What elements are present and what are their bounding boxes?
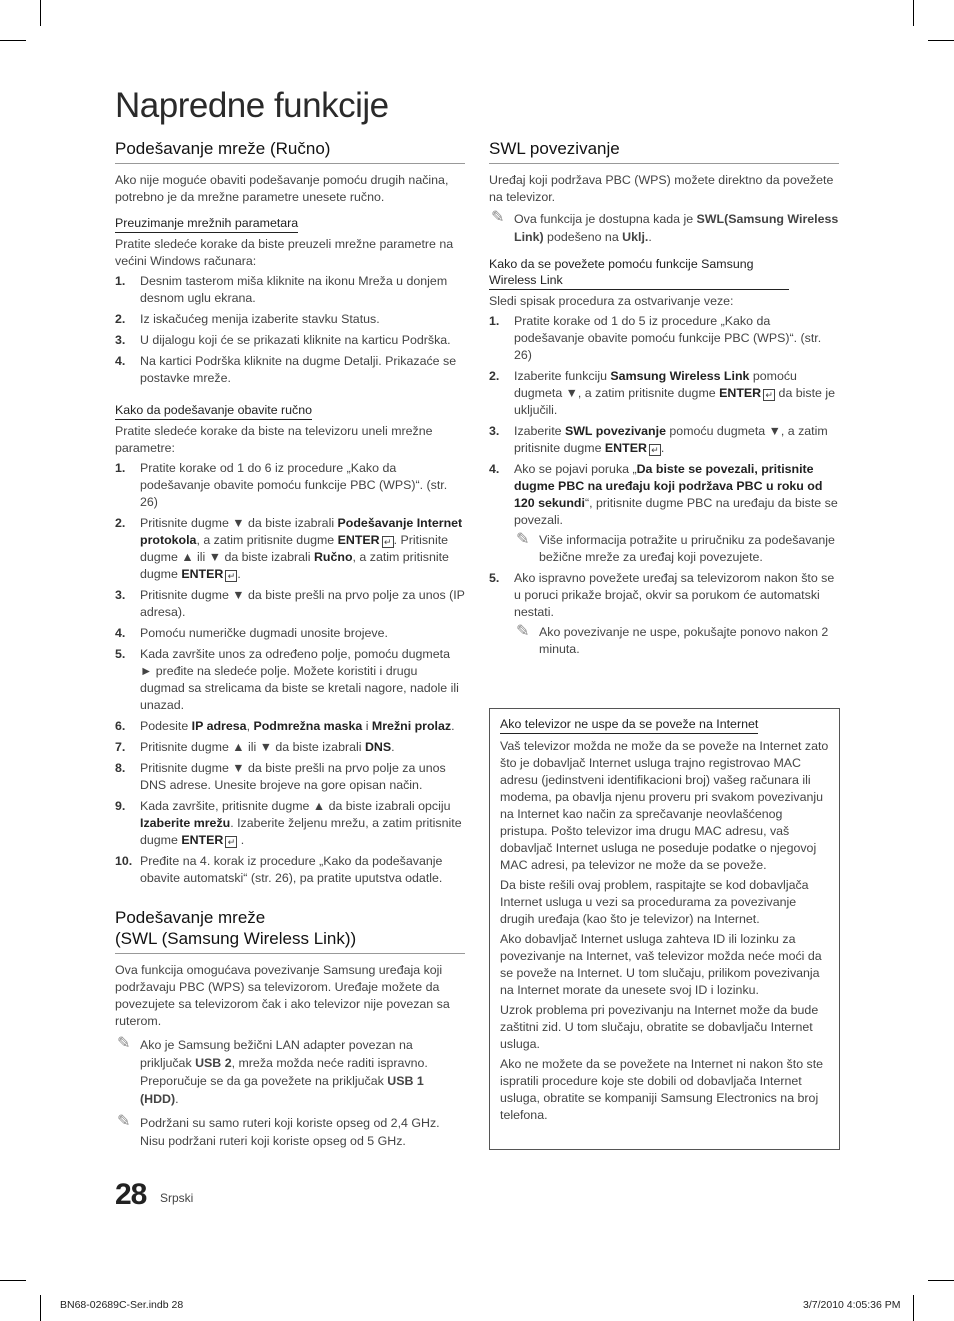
list-item: 6. Podesite IP adresa, Podmrežna maska i Mrežni prolaz. (115, 719, 455, 733)
list-item: 1. Pratite korake od 1 do 6 iz procedure „Kako da podešavanje obavite pomoću funkcije PBC (WPS)“. (str. 26) (115, 461, 448, 509)
howto-steps (115, 460, 465, 887)
box-paragraph: Ako ne možete da se povežete na Internet ni nakon što ste ispratili procedure koje ste dobili od dobavljača Internet usluga, obratite se kompaniji Samsung Electronics na broj telefona. (500, 1057, 824, 1122)
params-subtitle: Preuzimanje mrežnih parametara (115, 215, 298, 233)
crop-mark (0, 40, 26, 41)
enter-icon: ↵ (763, 389, 775, 401)
enter-icon: ↵ (225, 570, 237, 582)
swl-howto-subtitle: Kako da se povežete pomoću funkcije Samsung Wireless Link (489, 256, 789, 290)
enter-icon: ↵ (382, 536, 394, 548)
enter-icon: ↵ (225, 836, 237, 848)
page-language: Srpski (160, 1191, 194, 1205)
manual-section-title: Podešavanje mreže (Ručno) (115, 138, 465, 164)
note: ✎ Podržani su samo ruteri koji koriste opseg od 2,4 GHz. Nisu podržani ruteri koji koriste opseg od 5 GHz. (117, 1113, 440, 1148)
list-item: 5. Kada završite unos za određeno polje, pomoću dugmeta ► pređite na sledeće polje. Možete koristiti i drugu dugmad sa strelicama da biste se kretali nagore, nadole ili unazad. (115, 647, 459, 712)
crop-mark (913, 0, 914, 26)
list-item: 3. U dijalogu koji će se prikazati kliknite na karticu Podrška. (115, 333, 451, 347)
manual-intro: Ako nije moguće obaviti podešavanje pomoću drugih načina, potrebno je da mrežne parametre unesete ručno. (115, 173, 449, 204)
box-paragraph: Uzrok problema pri povezivanju na Internet može da bude zaštitni zid. U tom slučaju, obratite se dobavljaču Internet usluga. (500, 1003, 819, 1051)
params-steps (115, 273, 465, 387)
internet-troubleshoot-box (489, 708, 840, 1150)
left-column (115, 138, 465, 1156)
list-item: 1. Desnim tasterom miša kliknite na ikonu Mreža u donjem desnom uglu ekrana. (115, 274, 448, 305)
list-item: 4. Pomoću numeričke dugmadi unosite brojeve. (115, 626, 388, 640)
list-item: 4. Ako se pojavi poruka „Da biste se povezali, pritisnite dugme PBC na uređaju koji podržava PBC u roku od 120 sekundi“, pritisnite dugme PBC na uređaju da biste se povezali. ✎ Više informacija potražite u priručniku za podešavanje bežične mreže za uređaj koji povezujete. (489, 462, 838, 564)
crop-mark (40, 1295, 41, 1321)
pencil-note-icon: ✎ (516, 623, 530, 640)
swl-intro: Ova funkcija omogućava povezivanje Samsung uređaja koji podržavaju PBC (WPS) sa televizorom. Uređaje možete da povezujete sa televizorom čak i ako televizor nije povezan sa ruterom. (115, 963, 450, 1028)
crop-mark (0, 1280, 26, 1281)
list-item: 2. Pritisnite dugme ▼ da biste izabrali Podešavanje Internet protokola, a zatim pritisnite dugme ENTER ↵ . Pritisnite dugme ▲ ili ▼ da biste izabrali Ručno, a zatim pritisnite dugme ENTER ↵ . (115, 516, 463, 581)
pencil-note-icon: ✎ (117, 1035, 131, 1052)
list-item: 3. Izaberite SWL povezivanje pomoću dugmeta ▼, a zatim pritisnite dugme ENTER ↵ . (489, 424, 828, 455)
box-paragraph: Da biste rešili ovaj problem, raspitajte se kod dobavljača Internet usluga u vezi sa procedurama za povezivanje drugih uređaja (kao što je televizor) na Internet. (500, 878, 809, 926)
list-item: 3. Pritisnite dugme ▼ da biste prešli na prvo polje za unos (IP adresa). (115, 588, 465, 619)
list-item: 7. Pritisnite dugme ▲ ili ▼ da biste izabrali DNS. (115, 740, 395, 754)
list-item: 1. Pratite korake od 1 do 5 iz procedure „Kako da podešavanje obavite pomoću funkcije PBC (WPS)“. (str. 26) (489, 314, 822, 362)
list-item: 4. Na kartici Podrška kliknite na dugme Detalji. Prikazaće se postavke mreže. (115, 354, 457, 385)
note: ✎ Više informacija potražite u priručniku za podešavanje bežične mreže za uređaj koji povezujete. (516, 531, 835, 564)
box-paragraph: Ako dobavljač Internet usluga zahteva ID ili lozinku za povezivanje na Internet, vaš televizor možda neće moći da se poveže na Internet. U tom slučaju, prilikom povezivanja na Internet morate da unesete svoj ID i lozinku. (500, 932, 822, 997)
list-item: 2. Izaberite funkciju Samsung Wireless Link pomoću dugmeta ▼, a zatim pritisnite dugme ENTER ↵ da biste je uključili. (489, 369, 836, 417)
list-item: 10. Pređite na 4. korak iz procedure „Kako da podešavanje obavite automatski“ (str. 26), pa pratite uputstva odatle. (115, 854, 443, 885)
pencil-note-icon: ✎ (516, 531, 530, 548)
crop-mark (913, 1295, 914, 1321)
swl-connect-intro: Uređaj koji podržava PBC (WPS) možete direktno da povežete na televizor. (489, 173, 834, 204)
box-title: Ako televizor ne uspe da se poveže na Internet (500, 716, 758, 734)
list-item: 2. Iz iskačućeg menija izaberite stavku Status. (115, 312, 380, 326)
enter-icon: ↵ (649, 444, 661, 456)
howto-subtitle: Kako da podešavanje obavite ručno (115, 402, 312, 420)
page-title: Napredne funkcije (115, 86, 389, 125)
print-file-info: BN68-02689C-Ser.indb 28 (60, 1299, 184, 1311)
crop-mark (40, 0, 41, 26)
pencil-note-icon: ✎ (117, 1113, 131, 1130)
right-column (489, 138, 839, 662)
note: ✎ Ako povezivanje ne uspe, pokušajte ponovo nakon 2 minuta. (516, 623, 829, 656)
note: ✎ Ova funkcija je dostupna kada je SWL(Samsung Wireless Link) podešeno na Uklj.. (491, 209, 839, 244)
swl-howto-intro: Sledi spisak procedura za ostvarivanje veze: (489, 294, 734, 308)
crop-mark (928, 1280, 954, 1281)
list-item: 5. Ako ispravno povežete uređaj sa televizorom nakon što se u poruci prikaže brojač, okvir sa porukom će automatski nestati. ✎ Ako povezivanje ne uspe, pokušajte ponovo nakon 2 minuta. (489, 570, 839, 658)
swl-connect-title: SWL povezivanje (489, 138, 839, 164)
list-item: 8. Pritisnite dugme ▼ da biste prešli na prvo polje za unos DNS adrese. Unesite brojeve na gore opisan način. (115, 761, 446, 792)
params-intro: Pratite sledeće korake da biste preuzeli mrežne parametre na većini Windows računara: (115, 237, 454, 268)
pencil-note-icon: ✎ (491, 209, 505, 226)
swl-section-title: Podešavanje mreže (SWL (Samsung Wireless Link)) (115, 907, 465, 954)
howto-intro: Pratite sledeće korake da biste na televizoru uneli mrežne parametre: (115, 424, 433, 455)
note: ✎ Ako je Samsung bežični LAN adapter povezan na priključak USB 2, mreža možda neće raditi ispravno. Preporučuje se da ga povežete na priključak USB 1 (HDD). (117, 1035, 428, 1106)
crop-mark (928, 40, 954, 41)
box-paragraph: Vaš televizor možda ne može da se poveže na Internet zato što je dobavljač Internet usluga trajno registrovao MAC adresu (jedinstveni identifikacioni broj) vašeg računara ili modema, pa obavlja njenu proveru pri svakom povezivanju na Internet kao način za sprečavanje neovlašćenog pristupa. Pošto televizor ima drugu MAC adresu, vaš dobavljač Internet usluga ne poseduje podatke o njegovoj MAC adresi, pa televizor ne može da se poveže. (500, 739, 829, 872)
swl-steps (489, 313, 839, 658)
print-date-info: 3/7/2010 4:05:36 PM (803, 1299, 901, 1311)
list-item: 9. Kada završite, pritisnite dugme ▲ da biste izabrali opciju Izaberite mrežu. Izaberite željenu mrežu, a zatim pritisnite dugme ENTER ↵ . (115, 799, 462, 847)
page-number: 28 (115, 1178, 147, 1211)
